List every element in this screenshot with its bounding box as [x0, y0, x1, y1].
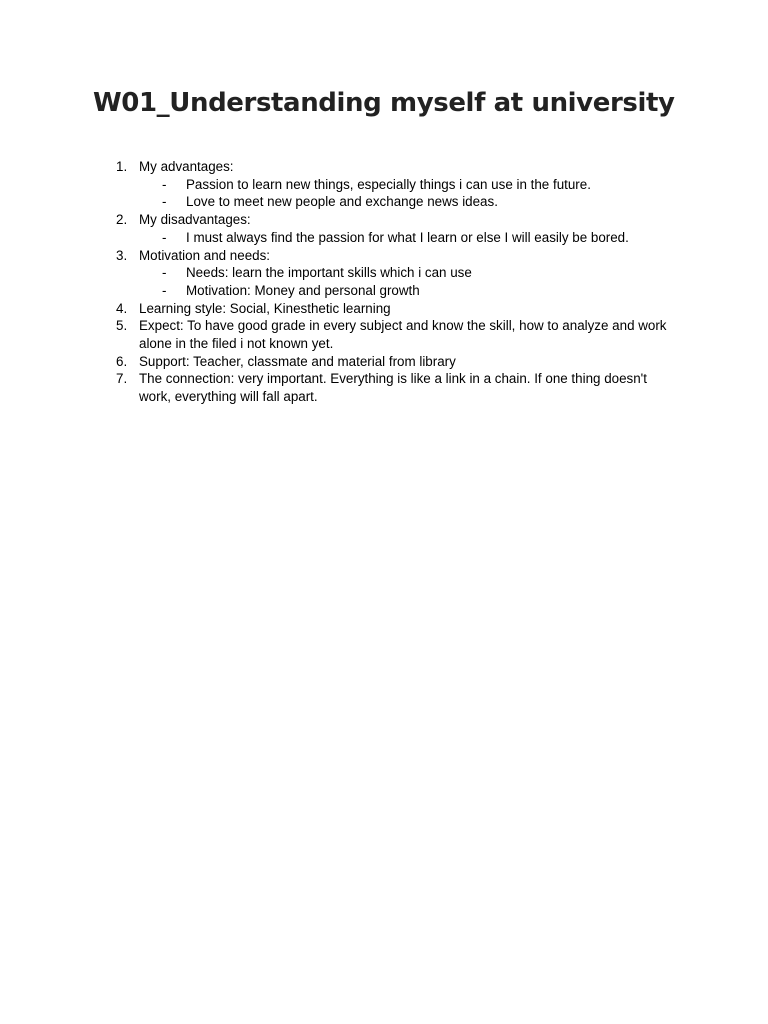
sub-item: [139, 264, 676, 282]
list-number: 4.: [116, 300, 128, 316]
list-item-text: My advantages:: [139, 159, 234, 174]
list-number: 3.: [116, 247, 128, 263]
dash-marker: -: [162, 194, 167, 210]
dash-marker: -: [162, 282, 167, 298]
list-item-text: Support: Teacher, classmate and material from library: [139, 353, 456, 369]
sub-item: [139, 229, 676, 247]
list-item-text: My disadvantages:: [139, 212, 251, 228]
numbered-list: [0, 158, 768, 406]
list-number: 1.: [116, 159, 128, 174]
dash-marker: -: [162, 176, 167, 192]
sub-item: [139, 282, 676, 300]
list-item-text: The connection: very important. Everything is like a link in a chain. If one thing doesn't work, everything will fall apart.: [139, 371, 647, 405]
sub-item-text: Love to meet new people and exchange news ideas.: [186, 194, 498, 210]
list-number: 7.: [116, 371, 128, 387]
sub-item-text: Needs: learn the important skills which i can use: [186, 265, 472, 281]
list-item-advantages: [0, 158, 768, 211]
list-item-disadvantages: [0, 211, 768, 246]
sub-item: [139, 176, 676, 194]
list-item-support: [0, 353, 768, 371]
list-number: 5.: [116, 318, 128, 334]
list-item-text: Learning style: Social, Kinesthetic learning: [139, 300, 391, 316]
list-item-expect: [0, 317, 768, 352]
list-item-motivation: [0, 247, 768, 300]
list-item-text: Expect: To have good grade in every subject and know the skill, how to analyze and work alone in the filed i not known yet.: [139, 318, 667, 352]
list-number: 6.: [116, 353, 128, 369]
sub-item: [139, 193, 676, 211]
list-item-text: Motivation and needs:: [139, 247, 271, 263]
dash-marker: -: [162, 265, 167, 281]
list-item-connection: [0, 370, 768, 405]
list-number: 2.: [116, 212, 128, 228]
sub-item-text: Motivation: Money and personal growth: [186, 282, 420, 298]
sub-item-text: I must always find the passion for what I learn or else I will easily be bored.: [186, 229, 629, 245]
list-item-learning-style: [0, 300, 768, 318]
document-title: W01_Understanding myself at university: [93, 88, 675, 118]
dash-marker: -: [162, 229, 167, 245]
sub-item-text: Passion to learn new things, especially things i can use in the future.: [186, 176, 591, 192]
